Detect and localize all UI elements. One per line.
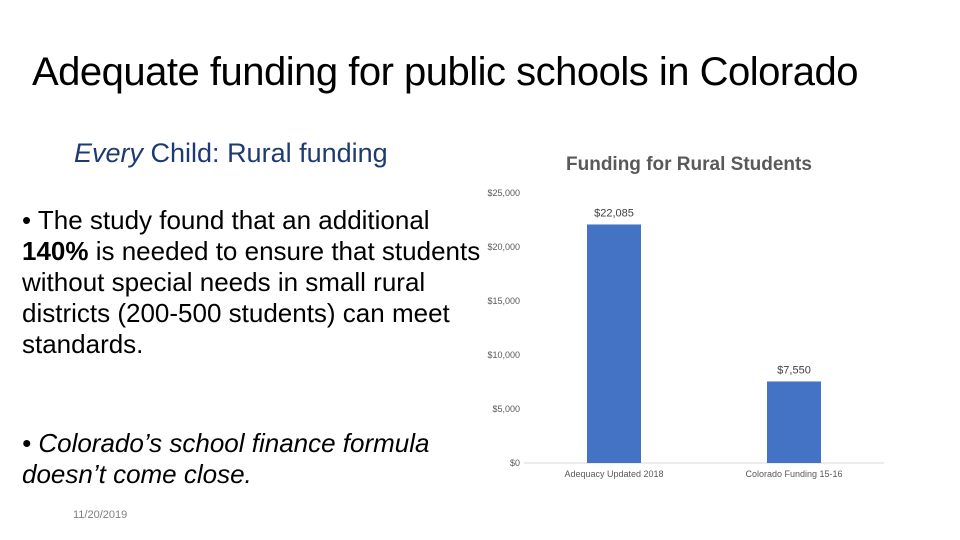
y-tick-label: $15,000 — [487, 296, 520, 306]
bullet1-rest: is needed to ensure that students without special needs in small rural districts (200-500 students) can meet standards. — [22, 236, 481, 359]
subtitle-italic-word: Every — [74, 138, 144, 168]
slide-subtitle — [74, 138, 388, 169]
y-tick-label: $0 — [509, 458, 520, 468]
chart-title: Funding for Rural Students — [566, 154, 812, 175]
slide-title: Adequate funding for public schools in Colorado — [32, 50, 858, 94]
x-tick-label: Adequacy Updated 2018 — [564, 469, 664, 479]
y-tick-label: $20,000 — [487, 242, 520, 252]
bullet1-prefix: • The study found that an additional — [22, 205, 430, 235]
bars — [587, 207, 821, 463]
bullet-study-finding — [22, 205, 492, 360]
bullet1-percentage: 140% — [22, 236, 89, 266]
subtitle-text: Child: Rural funding — [143, 138, 388, 168]
bar-data-label: $7,550 — [777, 364, 811, 377]
y-tick-label: $25,000 — [487, 188, 520, 198]
x-tick-label: Colorado Funding 15-16 — [745, 469, 843, 479]
bar — [767, 381, 821, 463]
bar-chart — [480, 180, 900, 490]
x-axis-labels — [564, 469, 842, 479]
y-tick-label: $10,000 — [487, 350, 520, 360]
slide-date: 11/20/2019 — [73, 509, 128, 521]
y-axis-ticks — [487, 188, 520, 468]
bar-data-label: $22,085 — [594, 207, 634, 220]
y-tick-label: $5,000 — [492, 404, 520, 414]
bullet-finance-formula: • Colorado’s school finance formula doesn’t come close. — [22, 428, 430, 489]
bar — [587, 224, 641, 463]
